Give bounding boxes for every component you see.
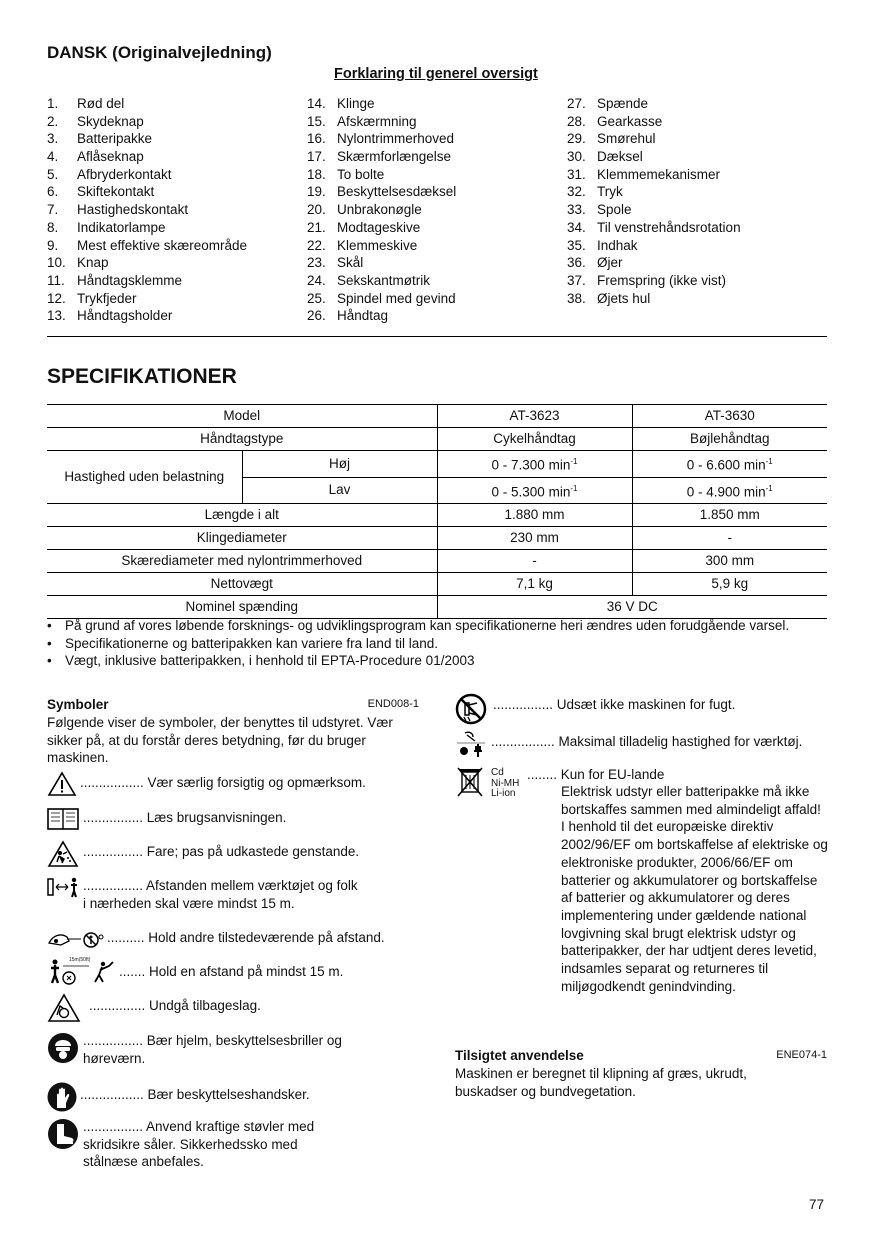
thrown-objects-icon	[47, 840, 83, 868]
table-cell: 0 - 6.600 $\min^{-1}$	[632, 451, 827, 478]
kickback-icon	[47, 993, 89, 1023]
table-cell: 0 - 5.300 $\min^{-1}$	[437, 477, 632, 504]
table-cell: Håndtagstype	[47, 428, 437, 451]
protective-gloves-icon	[47, 1082, 80, 1112]
intended-use-heading-row	[455, 1048, 827, 1063]
table-cell: Cykelhåndtag	[437, 428, 632, 451]
table-cell: Nettovægt	[47, 573, 437, 596]
section-divider	[47, 336, 827, 337]
table-cell: 36 V DC	[437, 596, 827, 619]
crossed-out-bin-icon	[455, 766, 491, 798]
list-item: 32. Tryk	[567, 184, 623, 200]
list-item: 36. Øjer	[567, 255, 623, 271]
table-cell: 0 - 4.900 $\min^{-1}$	[632, 477, 827, 504]
list-item: 24. Sekskantmøtrik	[307, 272, 431, 288]
list-item: 33. Spole	[567, 202, 632, 218]
symbols-code: END008-1	[367, 698, 419, 710]
list-item: 8. Indikatorlampe	[47, 219, 166, 235]
symbol-row: .......... Hold andre tilstedeværende på afstand.	[47, 927, 427, 949]
list-item: 6. Skiftekontakt	[47, 184, 155, 200]
warning-triangle-icon	[47, 771, 80, 797]
table-cell: Lav	[242, 477, 437, 504]
page-number: 77	[809, 1197, 825, 1212]
helmet-goggles-ear-protection-icon	[47, 1032, 83, 1064]
list-item: 20. Unbrakonøgle	[307, 202, 422, 218]
overview-column-2	[307, 95, 456, 325]
table-cell: Bøjlehåndtag	[632, 428, 827, 451]
spec-heading: SPECIFIKATIONER	[47, 365, 237, 388]
symbols-title: Symboler	[47, 697, 109, 712]
note-item: • På grund af vores løbende forsknings- og udviklingsprogram kan specifikationerne heri ændres uden forudgående varsel.	[47, 617, 827, 635]
distance-label: 15m(50ft)	[69, 957, 91, 963]
table-row	[47, 504, 827, 527]
table-row	[47, 550, 827, 573]
table-cell: Længde i alt	[47, 504, 437, 527]
overview-column-3	[567, 95, 741, 307]
list-item: 27. Spænde	[567, 96, 649, 111]
table-row	[47, 527, 827, 550]
table-cell: Høj	[242, 451, 437, 478]
table-cell: Klingediameter	[47, 527, 437, 550]
table-cell: 300 mm	[632, 550, 827, 573]
table-cell: Nominel spænding	[47, 596, 437, 619]
table-cell: Hastighed uden belastning	[47, 451, 242, 504]
list-item: 25. Spindel med gevind	[307, 290, 456, 306]
table-row	[47, 451, 827, 478]
overview-column-1	[47, 95, 247, 325]
no-moisture-icon	[455, 693, 493, 725]
list-item: 35. Indhak	[567, 237, 638, 253]
keep-15m-distance-icon	[47, 958, 119, 988]
table-row	[47, 428, 827, 451]
symbol-row: 15m(50ft) ....... Hold en afstand på mindst 15 m.	[47, 958, 427, 988]
list-item: 14. Klinge	[307, 96, 375, 111]
table-cell: AT-3623	[437, 405, 632, 428]
list-item: 11. Håndtagsklemme	[47, 272, 183, 288]
symbol-row: ................ Anvend kraftige støvler med skridsikre såler. Sikkerhedssko med stålnæse anbefales.	[47, 1118, 427, 1171]
safety-boots-icon	[47, 1118, 83, 1150]
list-item: 30. Dæksel	[567, 149, 643, 165]
table-cell: 5,9 kg	[632, 573, 827, 596]
eu-disposal-text: Elektrisk udstyr eller batteripakke må ikke bortskaffes sammen med almindeligt affald! I henhold til det europæiske direktiv 2002/96/EF om bortskaffelse af elektriske og elektroniske produkter, 2006/66/EF om batterier og akkumulatorer og bortskaffelse af batterier og akkumulatorer og deres implementering under gældende national lovgivning skal brugt elektrisk udstyr og batteripakker, der har udtjent deres levetid, indsamles separat og returneres til miljøgodkendt genindvinding.	[561, 784, 828, 994]
symbol-row: ................ Læs brugsanvisningen.	[47, 807, 427, 831]
list-item: 12. Trykfjeder	[47, 290, 137, 306]
list-item: 31. Klemmemekanismer	[567, 166, 721, 182]
table-cell: AT-3630	[632, 405, 827, 428]
list-item: 4. Aflåseknap	[47, 149, 144, 165]
list-item: 9. Mest effektive skæreområde	[47, 237, 248, 253]
symbol-row: ................. Maksimal tilladelig hastighed for værktøj.	[455, 729, 835, 759]
list-item: 34. Til venstrehåndsrotation	[567, 219, 741, 235]
table-row	[47, 596, 827, 619]
list-item: 23. Skål	[307, 255, 364, 271]
symbol-row: ................ Bær hjelm, beskyttelsesbriller og høreværn.	[47, 1032, 427, 1067]
table-cell: Skærediameter med nylontrimmerhoved	[47, 550, 437, 573]
list-item: 37. Fremspring (ikke vist)	[567, 272, 727, 288]
distance-icon	[47, 876, 83, 898]
list-item: 19. Beskyttelsesdæksel	[307, 184, 457, 200]
spec-table	[47, 404, 827, 619]
battery-labels: Cd Ni-MH Li-ion	[491, 767, 520, 799]
table-cell: 1.880 mm	[437, 504, 632, 527]
keep-bystanders-away-icon	[47, 927, 107, 949]
symbol-row: ............... Undgå tilbageslag.	[47, 993, 427, 1023]
spec-notes	[47, 617, 827, 670]
symbol-row: ................ Udsæt ikke maskinen for fugt.	[455, 693, 835, 725]
list-item: 1. Rød del	[47, 96, 125, 111]
list-item: 22. Klemmeskive	[307, 237, 418, 253]
overview-title: Forklaring til generel oversigt	[334, 66, 538, 82]
max-speed-icon	[455, 729, 491, 759]
symbols-intro: Følgende viser de symboler, der benyttes til udstyret. Vær sikker på, at du forstår deres betydning, før du bruger maskinen.	[47, 715, 393, 765]
list-item: 38. Øjets hul	[567, 290, 651, 306]
list-item: 21. Modtageskive	[307, 219, 421, 235]
table-cell: -	[437, 550, 632, 573]
table-cell: -	[632, 527, 827, 550]
intended-use-text: Maskinen er beregnet til klipning af græs, ukrudt, buskadser og bundvegetation.	[455, 1066, 747, 1099]
table-cell: 0 - 7.300 $\min^{-1}$	[437, 451, 632, 478]
symbols-heading-row	[47, 697, 419, 712]
note-item: • Vægt, inklusive batteripakken, i henhold til EPTA-Procedure 01/2003	[47, 652, 827, 670]
symbol-row: ................ Afstanden mellem værktøjet og folk i nærheden skal være mindst 15 m.	[47, 876, 427, 912]
list-item: 7. Hastighedskontakt	[47, 202, 189, 218]
table-cell: Model	[47, 405, 437, 428]
list-item: 29. Smørehul	[567, 131, 656, 147]
list-item: 28. Gearkasse	[567, 113, 663, 129]
symbol-row: Cd Ni-MH Li-ion ........ Kun for EU-lande	[455, 766, 835, 800]
intended-use-title: Tilsigtet anvendelse	[455, 1048, 584, 1063]
table-cell: 7,1 kg	[437, 573, 632, 596]
list-item: 15. Afskærmning	[307, 113, 417, 129]
table-row	[47, 573, 827, 596]
list-item: 26. Håndtag	[307, 308, 389, 324]
symbol-row: ................ Fare; pas på udkastede genstande.	[47, 840, 427, 868]
table-cell: 1.850 mm	[632, 504, 827, 527]
list-item: 18. To bolte	[307, 166, 385, 182]
table-cell: 230 mm	[437, 527, 632, 550]
list-item: 5. Afbryderkontakt	[47, 166, 172, 182]
list-item: 13. Håndtagsholder	[47, 308, 173, 324]
list-item: 10. Knap	[47, 255, 109, 271]
list-item: 3. Batteripakke	[47, 131, 153, 147]
symbol-row: ................. Bær beskyttelseshandsker.	[47, 1082, 427, 1112]
note-item: • Specifikationerne og batteripakken kan variere fra land til land.	[47, 635, 827, 653]
language-heading: DANSK (Originalvejledning)	[47, 43, 272, 62]
book-icon	[47, 807, 83, 831]
list-item: 17. Skærmforlængelse	[307, 149, 452, 165]
list-item: 16. Nylontrimmerhoved	[307, 131, 455, 147]
symbol-row: ................. Vær særlig forsigtig og opmærksom.	[47, 771, 427, 797]
intended-use-code: ENE074-1	[776, 1049, 827, 1061]
list-item: 2. Skydeknap	[47, 113, 144, 129]
table-row	[47, 405, 827, 428]
